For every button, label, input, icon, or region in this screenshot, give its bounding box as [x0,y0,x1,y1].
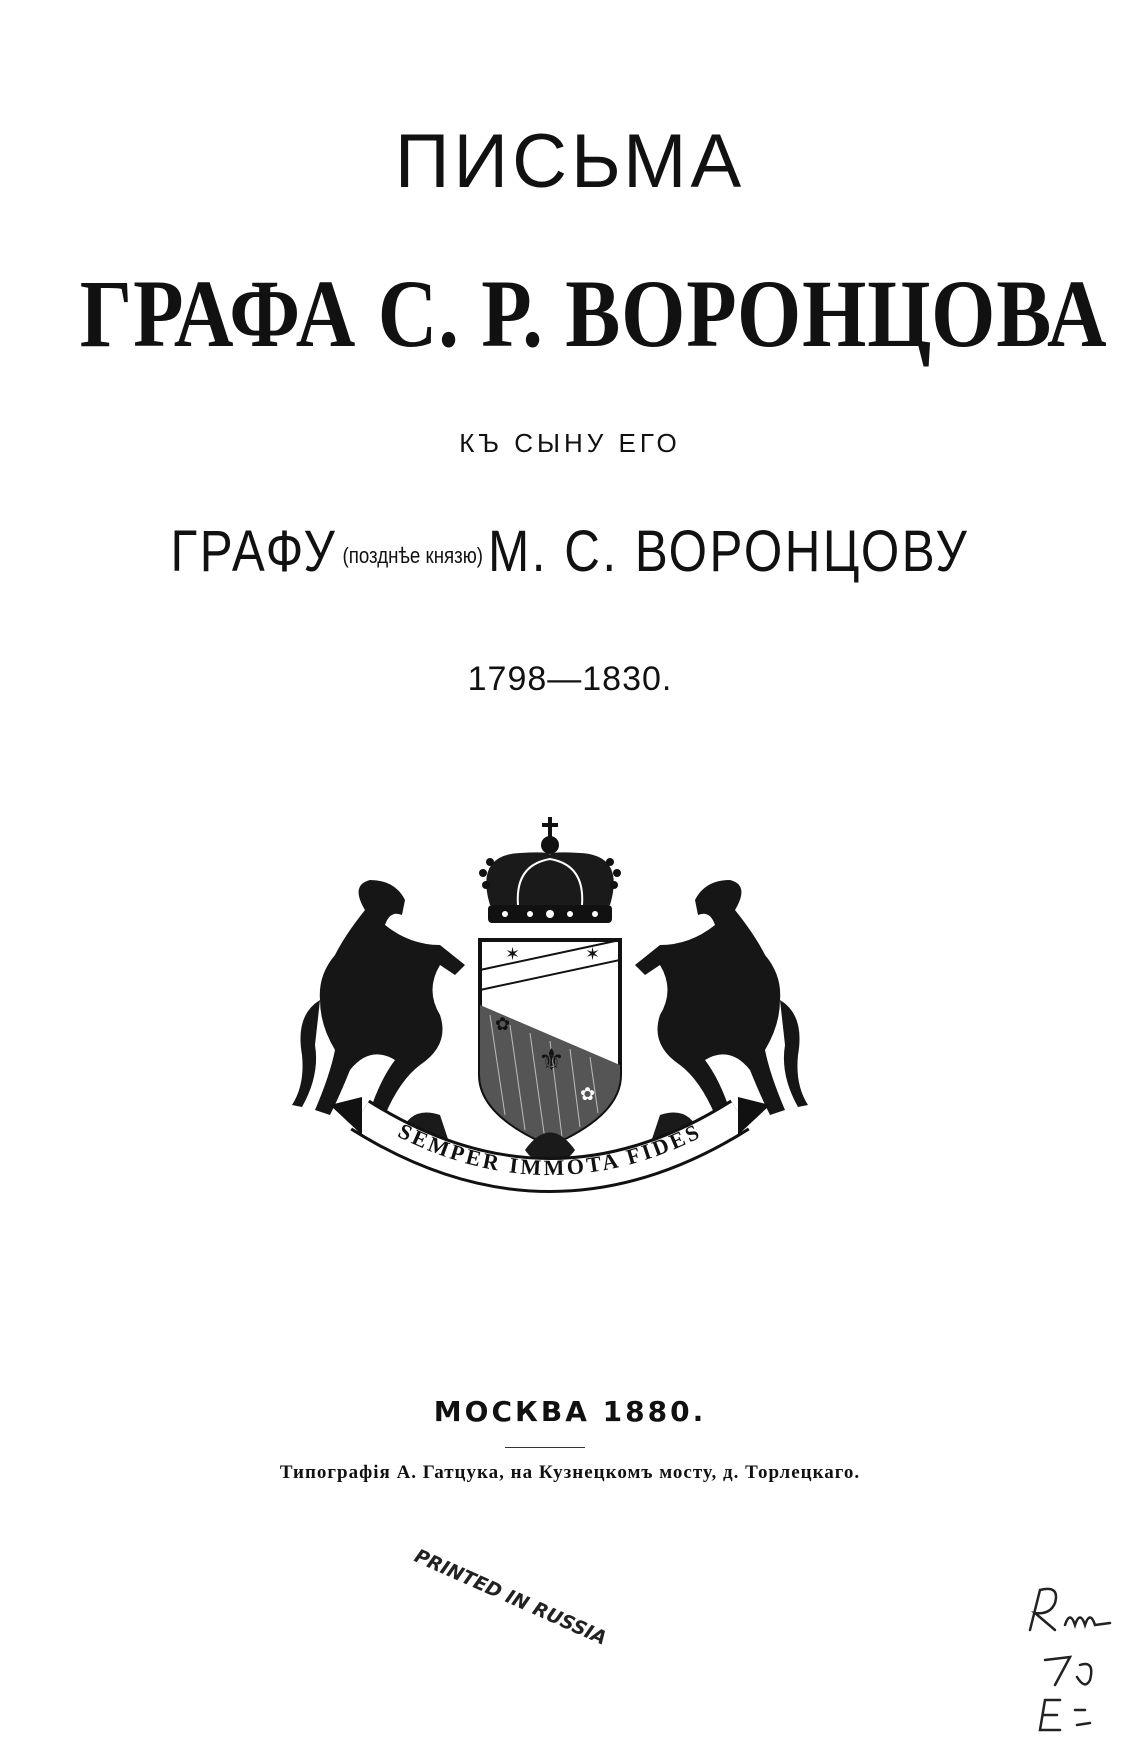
svg-text:✿: ✿ [495,1014,511,1034]
handwritten-shelfmark [1015,1585,1125,1735]
svg-text:⚜: ⚜ [538,1044,565,1077]
library-stamp: PRINTED IN RUSSIA [411,1545,610,1650]
motto-text: SEMPER IMMOTA FIDES [394,1118,706,1181]
imprint-divider [505,1447,585,1448]
left-horse-supporter-icon [292,880,465,1115]
coat-of-arms-emblem [290,815,810,1225]
svg-text:✶: ✶ [505,944,521,964]
title-line-recipient [86,518,1055,585]
title-line-recipient-intro: КЪ СЫНУ ЕГО [459,428,681,458]
title-line-letters: ПИСЬМА [394,119,746,204]
recipient-title: ГРАФУ [170,519,338,584]
imprint-printer: Типографія А. Гатцука, на Кузнецкомъ мосту, д. Торлецкаго. [279,1462,861,1483]
svg-text:✿: ✿ [580,1084,596,1104]
title-years: 1798—1830. [467,660,673,698]
imprint-city-year: МОСКВА 1880. [433,1395,707,1428]
shield-icon [480,940,620,1145]
recipient-name: М. С. ВОРОНЦОВУ [488,519,970,584]
recipient-later-title: (позднѣе князю) [342,542,483,568]
svg-text:✶: ✶ [585,944,601,964]
crown-icon [479,817,621,923]
right-horse-supporter-icon [635,880,808,1115]
title-line-author: ГРАФА С. Р. ВОРОНЦОВА [79,260,1108,367]
